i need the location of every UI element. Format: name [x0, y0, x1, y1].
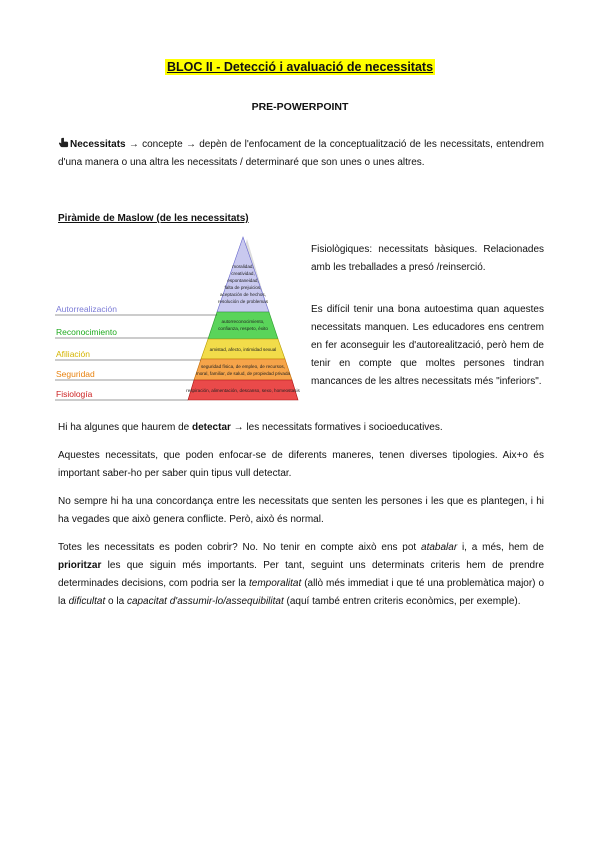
paragraph-concordanca: No sempre hi ha una concordança entre les necessitats que senten les persones i les que es plantegen, i hi ha vegades que això genera conflicte. Però, això és normal.: [58, 496, 544, 525]
pyramid-label-afiliacion: Afiliación: [56, 349, 91, 359]
intro-text: → concepte → depèn de l'enfocament de la conceptualització de les necessitats, entendrem d'una manera o una altra les necessitats / determinaré que son unes o unes altres.: [58, 139, 544, 168]
paragraph-detectar: Hi ha algunes que haurem de detectar → les necessitats formatives i socioeducatives.: [58, 422, 443, 433]
pyramid-text-autorrealizacion-3: espontaneidad,: [227, 278, 259, 283]
pyramid-text-autorrealizacion-1: moralidad,: [232, 264, 254, 269]
paragraph-prioritzar: Totes les necessitats es poden cobrir? No. No tenir en compte això ens pot atabalar i, a més, hem de prioritzar les que siguin més importants. Per tant, seguint uns determinats criteris hem de prendre determinades decisions, com podria ser la temporalitat (allò més immediat i que té una problemàtica major) o la dificultat o la capacitat d'assumir-lo/assequibilitat (aquí també entren criteris econòmics, per exemple).: [58, 542, 545, 607]
pyramid-text-afiliacion-1: amistad, afecto, intimidad sexual: [209, 347, 277, 352]
maslow-heading: Piràmide de Maslow (de les necessitats): [58, 213, 249, 224]
pointing-hand-icon: [58, 137, 69, 148]
pyramid-label-fisiologia: Fisiología: [56, 389, 93, 399]
pyramid-text-seguridad-1: seguridad física, de empleo, de recursos,: [200, 364, 286, 369]
pyramid-text-autorrealizacion-2: creatividad,: [231, 271, 255, 276]
intro-term: Necessitats: [70, 139, 126, 150]
intro-paragraph: [58, 136, 544, 172]
side-text-1: Fisiològiques: necessitats bàsiques. Relacionades amb les treballades a presó /reinserció.: [311, 244, 544, 273]
side-text-2: Es difícil tenir una bona autoestima quan aquestes necessitats manquen. Les educadores ens centrem en fer aconseguir les d'autorealització, però hem de tenir en compte que moltes persones tindran mancances de les altres necessitats més "inferiors".: [311, 304, 544, 387]
page-title: BLOC II - Detecció i avaluació de necessitats: [166, 60, 434, 74]
pyramid-text-fisiologia-1: respiración, alimentación, descanso, sexo, homeostasis: [186, 388, 300, 393]
pyramid-text-seguridad-2: moral, familiar, de salud, de propiedad privada: [195, 371, 291, 376]
paragraph-tipologies: Aquestes necessitats, que poden enfocar-se de diferents maneres, tenen diverses tipologies. Aix+o és important saber-ho per saber quin tipus vull detectar.: [58, 450, 544, 479]
pyramid-label-seguridad: Seguridad: [56, 369, 95, 379]
pyramid-label-autorrealizacion: Autorrealización: [56, 304, 117, 314]
pyramid-label-reconocimiento: Reconocimiento: [56, 327, 117, 337]
page-subtitle: PRE-POWERPOINT: [251, 101, 349, 113]
pyramid-text-reconocimiento-2: confianza, respeto, éxito: [218, 326, 268, 331]
pyramid-text-autorrealizacion-6: resolución de problemas: [217, 299, 269, 304]
pyramid-text-autorrealizacion-4: falta de prejuicios,: [224, 285, 262, 290]
pyramid-level-seguridad: [194, 359, 292, 380]
pyramid-text-reconocimiento-1: autorreconocimiento,: [221, 319, 265, 324]
maslow-pyramid: [55, 232, 305, 407]
pyramid-text-autorrealizacion-5: aceptación de hechos,: [220, 292, 266, 297]
